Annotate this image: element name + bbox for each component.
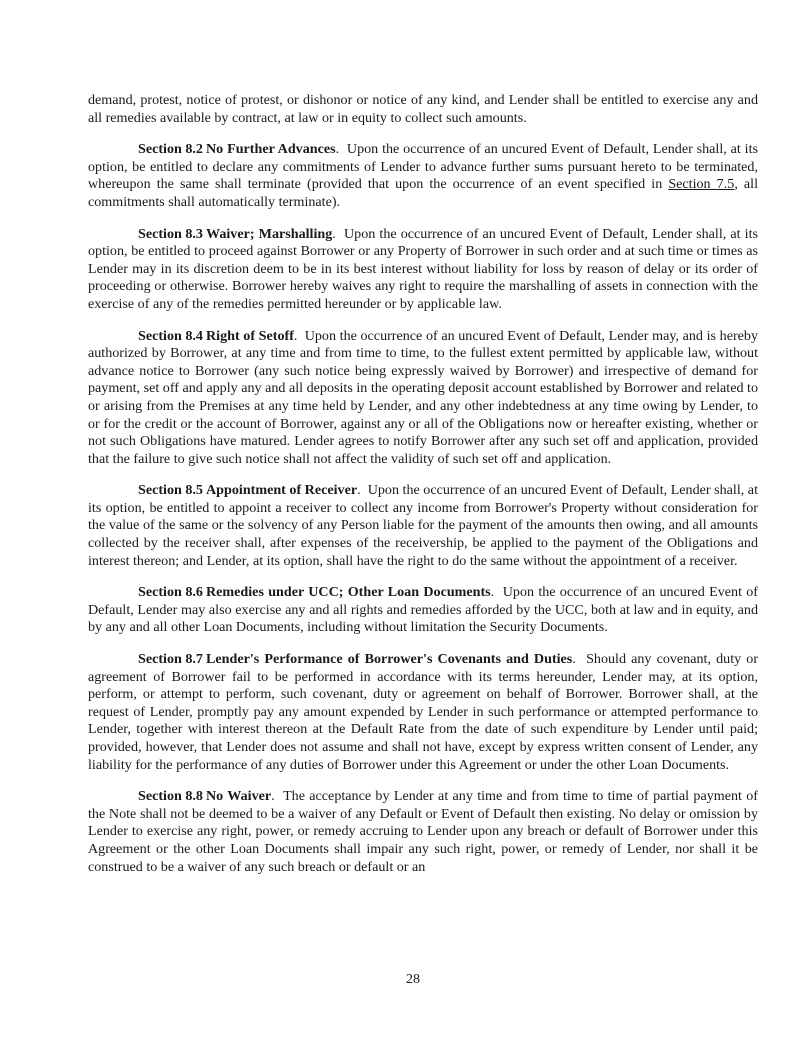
section-8-7: Section 8.7 Lender's Performance of Borrower's Covenants and Duties. Should any covenant, duty or agreement of Borrower fail to be performed in accordance with its terms hereunder, Lender may, at its option, perform, or attempt to perform, such covenant, duty or agreement on behalf of Borrower. Borrower shall, at the request of Lender, promptly pay any amount expended by Lender in such performance or attempted performance to Lender, together with interest thereon at the Default Rate from the date of such expenditure by Lender until paid; provided, however, that Lender does not assume and shall not have, except by express written consent of Lender, any liability for the performance of any duties of Borrower under this Agreement or under the other Loan Documents.: [88, 651, 759, 773]
section-body: Should any covenant, duty or agreement of Borrower fail to be performed in accordance with its terms hereunder, Lender may, at its option, perform, or attempt to perform, such covenant, duty or agreement on behalf of Borrower. Borrower shall, at the request of Lender, promptly pay any amount expended by Lender in such performance or attempted performance to Lender, together with interest thereon at the Default Rate from the date of such expenditure by Lender until paid; provided, however, that Lender does not assume and shall not have, except by express written consent of Lender, any liability for the performance of any duties of Borrower under this Agreement or under the other Loan Documents.: [88, 651, 759, 773]
section-title: Appointment of Receiver: [206, 482, 358, 499]
section-number: Section 8.8: [138, 788, 203, 805]
section-title: Right of Setoff: [206, 327, 294, 344]
section-8-5: Section 8.5 Appointment of Receiver. Upon the occurrence of an uncured Event of Default, Lender shall, at its option, be entitled to appoint a receiver to collect any income from Borrower's Property without consideration for the value of the same or the solvency of any Person liable for the payment of the amounts then owing, and all amounts collected by the receiver shall, after expenses of the receivership, be applied to the payment of the Obligations and interest thereon; and Lender, at its option, shall have the right to do the same without the appointment of a receiver.: [88, 482, 758, 569]
section-body: Upon the occurrence of an uncured Event of Default, Lender shall, at its option, be entitled to declare any commitments of Lender to advance further sums pursuant hereto to be terminated, whereupon the same shall terminate (provided that upon the occurrence of an event specified in: [88, 141, 758, 193]
section-body-end: , all commitments shall automatically terminate).: [88, 176, 759, 210]
section-number: Section 8.4: [138, 327, 203, 344]
section-8-8: Section 8.8 No Waiver. The acceptance by Lender at any time and from time to time of partial payment of the Note shall not be deemed to be a waiver of any Default or Event of Default then existing. No delay or omission by Lender to exercise any right, power, or remedy accruing to Lender upon any breach or default of Borrower under this Agreement or the other Loan Documents shall impair any such right, power, or remedy of Lender, nor shall it be construed to be a waiver of any such breach or default or an: [88, 788, 758, 875]
section-number: Section 8.7: [138, 651, 203, 668]
section-8-3: Section 8.3 Waiver; Marshalling. Upon the occurrence of an uncured Event of Default, Lender shall, at its option, be entitled to proceed against Borrower or any Property of Borrower in such order and at such time or times as Lender may in its discretion deem to be in its best interest without liability for loss by reason of delay or its order of proceeding or otherwise. Borrower hereby waives any right to require the marshalling of assets in connection with the exercise of any of the remedies permitted hereunder or by applicable law.: [88, 225, 758, 312]
section-number: Section 8.3: [138, 225, 203, 242]
section-title: No Waiver: [206, 788, 272, 805]
section-body: Upon the occurrence of an uncured Event of Default, Lender shall, at its option, be entitled to proceed against Borrower or any Property of Borrower in such order and at such time or times as Lender may in its discretion deem to be in its best interest without liability for loss by reason of delay or its order of proceeding or otherwise. Borrower hereby waives any right to require the marshalling of assets in connection with the exercise of any of the remedies permitted hereunder or by applicable law.: [88, 225, 758, 312]
section-number: Section 8.5: [138, 482, 203, 499]
section-8-4: Section 8.4 Right of Setoff. Upon the occurrence of an uncured Event of Default, Lender may, and is hereby authorized by Borrower, at any time and from time to time, to the fullest extent permitted by applicable law, without advance notice to Borrower (any such notice being expressly waived by Borrower) and irrespective of demand for payment, set off and apply any and all deposits in the operating deposit account established by Borrower and related to or arising from the Premises at any time held by Lender, and any other indebtedness at any time owing by Lender, to or for the credit or the account of Borrower, against any or all of the Obligations now or hereafter existing, whether or not such Obligations have matured. Lender agrees to notify Borrower after any such set off and application, provided that the failure to give such notice shall not affect the validity of such set off and application.: [88, 327, 758, 467]
section-number: Section 8.2: [138, 141, 203, 158]
section-8-6: Section 8.6 Remedies under UCC; Other Loan Documents. Upon the occurrence of an uncured Event of Default, Lender may also exercise any and all rights and remedies afforded by the UCC, both at law and in equity, and by any and all other Loan Documents, including without limitation the Security Documents.: [88, 584, 758, 636]
section-8-2: Section 8.2 No Further Advances. Upon the occurrence of an uncured Event of Default, Lender shall, at its option, be entitled to declare any commitments of Lender to advance further sums pursuant hereto to be terminated, whereupon the same shall terminate (provided that upon the occurrence of an event specified in Section 7.5, all commitments shall automatically terminate).: [88, 141, 759, 210]
section-body: Upon the occurrence of an uncured Event of Default, Lender shall, at its option, be entitled to appoint a receiver to collect any income from Borrower's Property without consideration for the value of the same or the solvency of any Person liable for the payment of the amounts then owing, and all amounts collected by the receiver shall, after expenses of the receivership, be applied to the payment of the Obligations and interest thereon; and Lender, at its option, shall have the right to do the same without the appointment of a receiver.: [88, 482, 758, 569]
document-page: [88, 92, 758, 890]
opening-paragraph: demand, protest, notice of protest, or dishonor or notice of any kind, and Lender shall be entitled to exercise any and all remedies available by contract, at law or in equity to collect such amounts.: [88, 92, 758, 126]
section-title: Waiver; Marshalling: [206, 225, 333, 242]
section-number: Section 8.6: [138, 584, 203, 601]
page-number: 28: [406, 972, 420, 987]
section-reference-link: Section 7.5: [668, 176, 735, 193]
section-body: The acceptance by Lender at any time and from time to time of partial payment of the Note shall not be deemed to be a waiver of any Default or Event of Default then existing. No delay or omission by Lender to exercise any right, power, or remedy accruing to Lender upon any breach or default of Borrower under this Agreement or the other Loan Documents shall impair any such right, power, or remedy of Lender, nor shall it be construed to be a waiver of any such breach or default or an: [88, 788, 758, 875]
section-title: Remedies under UCC; Other Loan Documents: [206, 584, 491, 601]
section-body: Upon the occurrence of an uncured Event of Default, Lender may also exercise any and all rights and remedies afforded by the UCC, both at law and in equity, and by any and all other Loan Documents, including without limitation the Security Documents.: [88, 584, 758, 636]
section-title: Lender's Performance of Borrower's Covenants and Duties: [206, 651, 573, 668]
section-body: Upon the occurrence of an uncured Event of Default, Lender may, and is hereby authorized by Borrower, at any time and from time to time, to the fullest extent permitted by applicable law, without advance notice to Borrower (any such notice being expressly waived by Borrower) and irrespective of demand for payment, set off and apply any and all deposits in the operating deposit account established by Borrower and related to or arising from the Premises at any time held by Lender, and any other indebtedness at any time owing by Lender, to or for the credit or the account of Borrower, against any or all of the Obligations now or hereafter existing, whether or not such Obligations have matured. Lender agrees to notify Borrower after any such set off and application, provided that the failure to give such notice shall not affect the validity of such set off and application.: [88, 327, 758, 467]
section-title: No Further Advances: [206, 141, 336, 158]
